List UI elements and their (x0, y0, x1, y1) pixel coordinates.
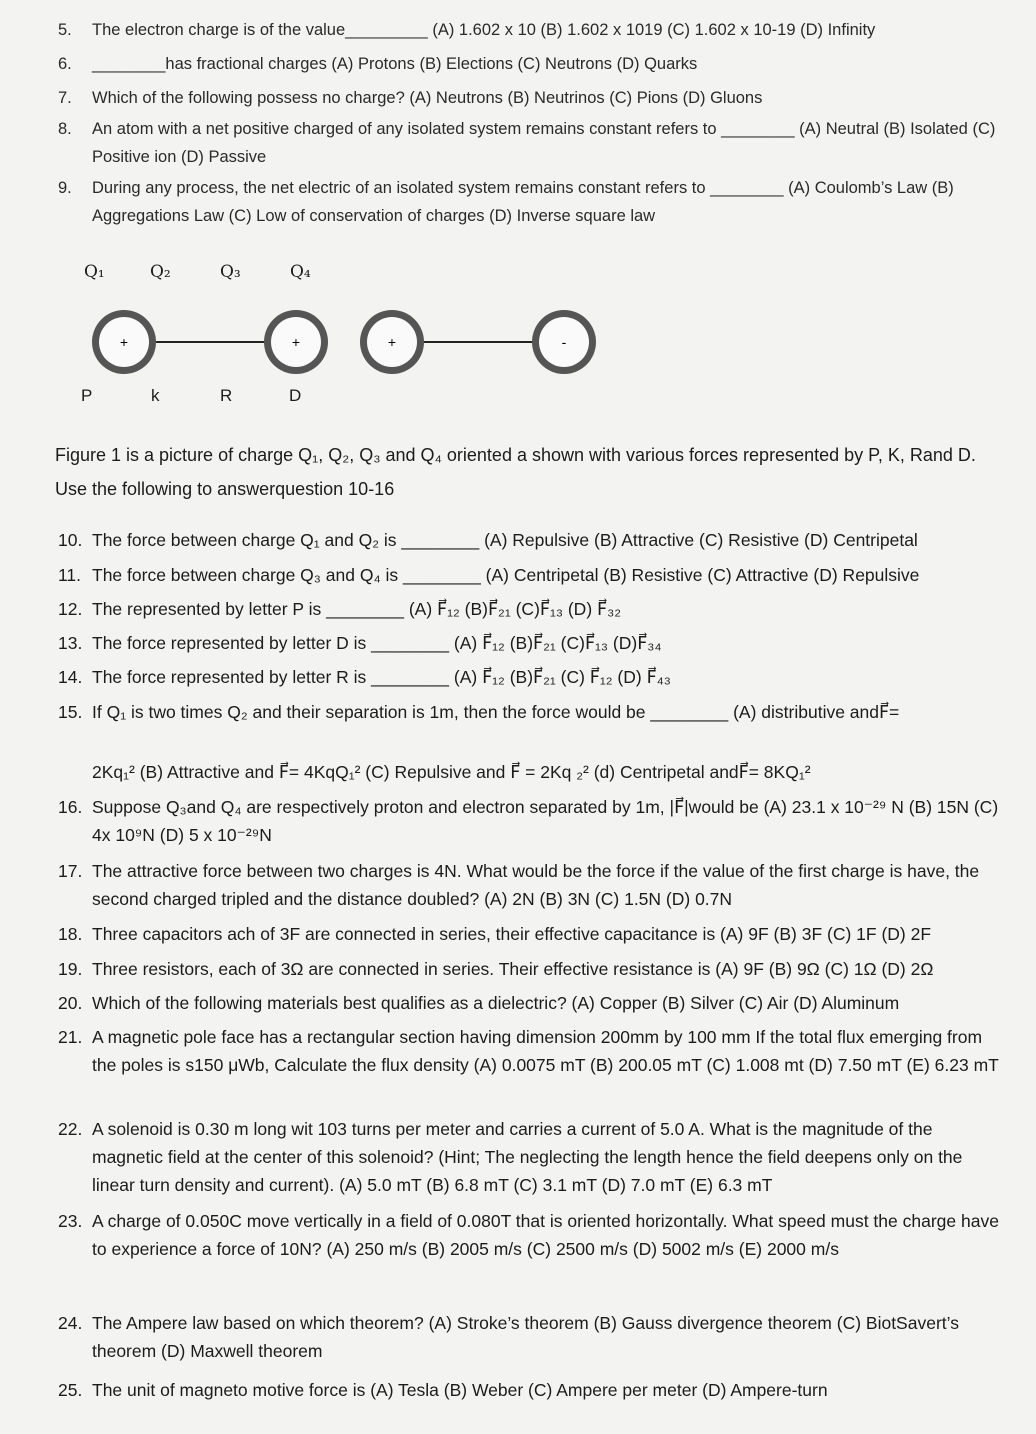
question-number: 14. (58, 667, 83, 687)
charge-diagram (0, 0, 1036, 420)
force-letter-k: k (151, 386, 160, 405)
question-text: The force between charge Q₃ and Q₄ is ________ (A) Centripetal (B) Resistive (C) Attractive (D) Repulsive (92, 565, 920, 585)
question-number: 17. (58, 861, 83, 881)
question-text: During any process, the net electric of an isolated system remains constant refers to ________ (A) Coulomb’s Law (B) Aggregations Law (C) Low of conservation of charges (D) Inverse square law (92, 179, 954, 225)
question-21 (58, 1023, 1002, 1079)
question-24 (58, 1309, 1002, 1365)
question-number: 12. (58, 599, 83, 619)
question-text: ________has fractional charges (A) Protons (B) Elections (C) Neutrons (D) Quarks (92, 55, 698, 73)
question-text: The attractive force between two charges is 4N. What would be the force if the value of the first charge is have, the second charged tripled and the distance doubled? (A) 2N (B) 3N (C) 1.5N (D) 0.7N (92, 861, 980, 909)
question-number: 20. (58, 993, 83, 1013)
question-text: A charge of 0.050C move vertically in a field of 0.080T that is oriented horizontally. What speed must the charge have to experience a force of 10N? (A) 250 m/s (B) 2005 m/s (C) 2500 m/s (D) 5002 m/s (E) 2000 m/s (92, 1211, 999, 1259)
question-number: 11. (58, 565, 82, 585)
question-23 (58, 1207, 1002, 1263)
question-16 (58, 793, 1002, 849)
force-letter-r: R (220, 386, 233, 405)
question-text: The electron charge is of the value_________ (A) 1.602 x 10 (B) 1.602 x 1019 (C) 1.602 x 10-19 (D) Infinity (92, 21, 876, 39)
question-15-options (92, 758, 1002, 786)
question-12 (58, 595, 1002, 623)
charge-sign-3: + (387, 334, 397, 350)
question-25 (58, 1376, 1002, 1404)
question-text: Three capacitors ach of 3F are connected in series, their effective capacitance is (A) 9F (B) 3F (C) 1F (D) 2F (92, 924, 932, 944)
question-18 (58, 920, 1002, 948)
question-text: Three resistors, each of 3Ω are connected in series. Their effective resistance is (A) 9F (B) 9Ω (C) 1Ω (D) 2Ω (92, 959, 934, 979)
question-number: 13. (58, 633, 83, 653)
question-number: 23. (58, 1211, 83, 1231)
question-number: 24. (58, 1313, 83, 1333)
question-number: 9. (58, 179, 72, 197)
figure-caption: Figure 1 is a picture of charge Q₁, Q₂, Q₃ and Q₄ oriented a shown with various forces represented by P, K, Rand D. Use the following to answerquestion 10-16 (55, 445, 976, 499)
question-text: The unit of magneto motive force is (A) Tesla (B) Weber (C) Ampere per meter (D) Ampere-turn (92, 1380, 828, 1400)
question-number: 6. (58, 55, 72, 73)
question-10 (58, 526, 1002, 554)
charge-sign-4: - (561, 334, 567, 350)
question-text: The force represented by letter D is ________ (A) F⃗₁₂ (B)F⃗₂₁ (C)F⃗₁₃ (D)F⃗₃₄ (92, 633, 662, 653)
question-11 (58, 561, 1002, 589)
charge-label-q2: Q₂ (150, 262, 171, 282)
question-text: The force between charge Q₁ and Q₂ is ________ (A) Repulsive (B) Attractive (C) Resistive (D) Centripetal (92, 530, 918, 550)
question-19 (58, 955, 1002, 983)
question-14 (58, 663, 1002, 691)
question-number: 25. (58, 1380, 83, 1400)
question-number: 10. (58, 530, 83, 550)
question-20 (58, 989, 1002, 1017)
question-number: 21. (58, 1027, 83, 1047)
question-15 (58, 698, 1002, 726)
question-number: 5. (58, 21, 72, 39)
question-number: 16. (58, 797, 83, 817)
question-number: 8. (58, 120, 72, 138)
question-text: An atom with a net positive charged of any isolated system remains constant refers to ________ (A) Neutral (B) Isolated (C) Positive ion (D) Passive (92, 120, 996, 166)
force-letter-p: P (81, 386, 93, 405)
question-text: Suppose Q₃and Q₄ are respectively proton and electron separated by 1m, |F⃗|would be (A) 23.1 x 10⁻²⁹ N (B) 15N (C) 4x 10⁹N (D) 5 x 10⁻²⁹N (92, 797, 999, 845)
force-letter-d: D (289, 386, 302, 405)
question-number: 19. (58, 959, 83, 979)
charge-sign-2: + (291, 334, 301, 350)
question-17 (58, 857, 1002, 913)
question-text: The represented by letter P is ________ (A) F⃗₁₂ (B)F⃗₂₁ (C)F⃗₁₃ (D) F⃗₃₂ (92, 599, 621, 619)
question-number: 18. (58, 924, 83, 944)
question-number: 7. (58, 89, 72, 107)
charge-label-q4: Q₄ (290, 262, 311, 282)
question-number: 15. (58, 702, 83, 722)
question-text: If Q₁ is two times Q₂ and their separation is 1m, then the force would be ________ (A) distributive andF⃗= (92, 702, 900, 722)
question-text: A magnetic pole face has a rectangular section having dimension 200mm by 100 mm If the total flux emerging from the poles is s150 μWb, Calculate the flux density (A) 0.0075 mT (B) 200.05 mT (C) 1.008 mt (D) 7.50 mT (E) 6.23 mT (92, 1027, 999, 1075)
charge-label-q1: Q₁ (84, 262, 105, 282)
question-22 (58, 1115, 1002, 1199)
charge-sign-1: + (119, 334, 129, 350)
question-13 (58, 629, 1002, 657)
question-text: 2Kq₁² (B) Attractive and F⃗= 4KqQ₁² (C) Repulsive and F⃗ = 2Kq ₂² (d) Centripetal andF⃗= 8KQ₁² (92, 762, 811, 782)
question-text: Which of the following possess no charge? (A) Neutrons (B) Neutrinos (C) Pions (D) Gluons (92, 89, 763, 107)
question-text: The force represented by letter R is ________ (A) F⃗₁₂ (B)F⃗₂₁ (C) F⃗₁₂ (D) F⃗₄₃ (92, 667, 671, 687)
question-text: The Ampere law based on which theorem? (A) Stroke’s theorem (B) Gauss divergence theorem (C) BiotSavert’s theorem (D) Maxwell theorem (92, 1313, 959, 1361)
charge-label-q3: Q₃ (220, 262, 241, 282)
question-text: Which of the following materials best qualifies as a dielectric? (A) Copper (B) Silver (C) Air (D) Aluminum (92, 993, 900, 1013)
question-number: 22. (58, 1119, 83, 1139)
question-text: A solenoid is 0.30 m long wit 103 turns per meter and carries a current of 5.0 A. What is the magnitude of the magnetic field at the center of this solenoid? (Hint; The neglecting the length hence the field deepens only on the linear turn density and current). (A) 5.0 mT (B) 6.8 mT (C) 3.1 mT (D) 7.0 mT (E) 6.3 mT (92, 1119, 963, 1195)
